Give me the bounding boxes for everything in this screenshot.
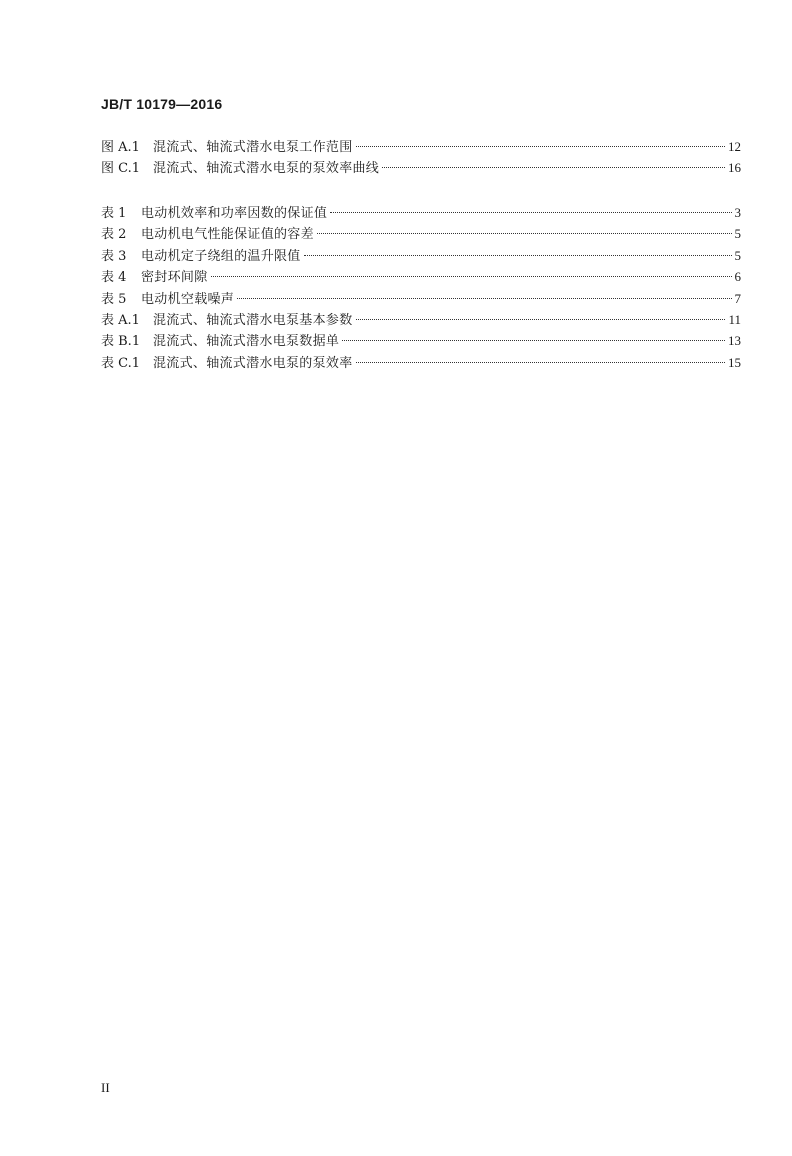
toc-entry-title: 混流式、轴流式潜水电泵基本参数 [153,312,353,328]
dot-leader [304,255,732,256]
toc-entry-label: 图 C.1 [101,161,141,177]
toc-entry-figure-c1[interactable] [101,157,741,178]
toc-entry-page: 11 [728,311,741,327]
toc-entry-title: 混流式、轴流式潜水电泵数据单 [153,334,340,350]
toc-entry-title: 混流式、轴流式潜水电泵的泵效率曲线 [153,161,380,177]
toc-entry-title: 电动机定子绕组的温升限值 [141,248,301,264]
toc-entry-table-2[interactable] [101,223,741,244]
toc-entry-title: 密封环间隙 [141,270,208,286]
toc-entry-table-c1[interactable] [101,352,741,373]
toc-entry-page: 5 [734,226,741,242]
toc-entry-table-1[interactable] [101,202,741,223]
dot-leader [356,362,725,363]
document-code: JB/T 10179—2016 [101,96,223,112]
toc-entry-table-5[interactable] [101,288,741,309]
toc-entry-page: 3 [734,205,741,220]
toc-entry-page: 5 [734,247,741,263]
dot-leader [382,167,725,168]
toc-entry-table-3[interactable] [101,245,741,266]
toc-entry-title: 电动机空载噪声 [141,291,235,307]
toc-entry-title: 电动机电气性能保证值的容差 [141,227,314,243]
dot-leader [342,340,725,341]
toc-entry-label: 表 2 [101,227,127,243]
dot-leader [356,146,725,147]
toc-entry-label: 表 B.1 [101,334,141,350]
toc-entry-page: 15 [728,354,741,370]
table-list [101,202,741,373]
dot-leader [317,233,732,234]
dot-leader [237,298,731,299]
page-number: II [101,1080,110,1095]
toc-entry-label: 图 A.1 [101,140,140,155]
toc-entry-figure-a1[interactable] [101,136,741,157]
toc-entry-page: 13 [728,333,741,349]
toc-entry-title: 电动机效率和功率因数的保证值 [141,206,328,221]
toc-entry-page: 6 [734,269,741,285]
toc-entry-table-4[interactable] [101,266,741,287]
toc-entry-label: 表 4 [101,270,127,286]
dot-leader [356,319,726,320]
dot-leader [330,212,731,213]
toc-entry-label: 表 A.1 [101,312,140,328]
toc-entry-table-b1[interactable] [101,330,741,351]
dot-leader [211,276,732,277]
toc-entry-table-a1[interactable] [101,309,741,330]
figure-list [101,136,741,179]
toc-entry-label: 表 1 [101,206,127,221]
toc-entry-page: 16 [728,160,741,176]
toc-entry-label: 表 5 [101,291,127,307]
toc-entry-title: 混流式、轴流式潜水电泵的泵效率 [153,355,353,371]
toc-entry-label: 表 3 [101,248,127,264]
toc-entry-page: 7 [734,290,741,306]
toc-entry-title: 混流式、轴流式潜水电泵工作范围 [153,140,353,155]
toc-entry-label: 表 C.1 [101,355,141,371]
toc-entry-page: 12 [728,139,741,154]
